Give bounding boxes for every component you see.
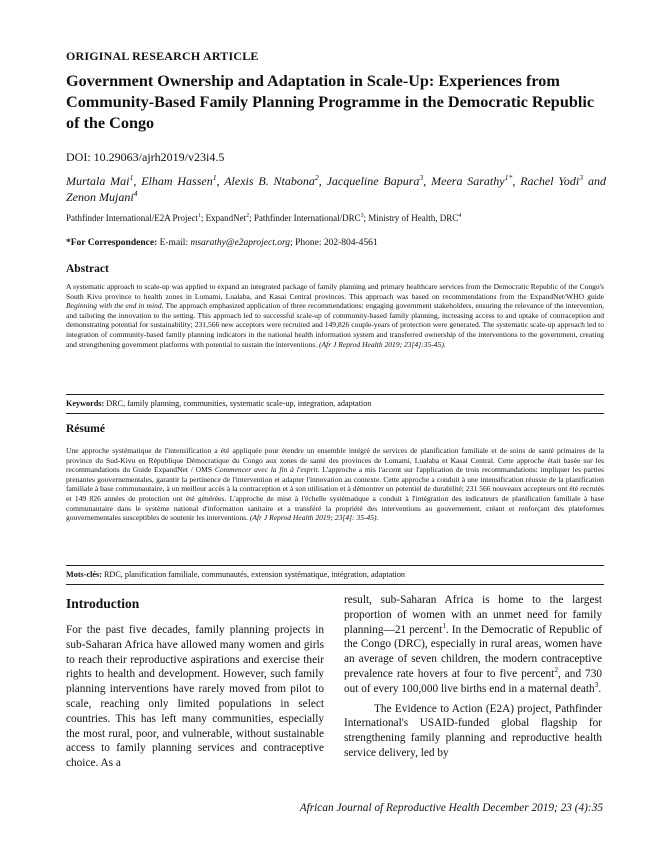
- affiliation-mark: 4: [458, 213, 462, 219]
- abstract-text-2: . The approach emphasized application of three recommendations: engaging government stakeholders, ensuring the relevance of the intervention, and tailoring the innovation to the setting. This approach led to successful scale-up of community-based family planning, increasing access to and uptake of contraception and demonstrating potential for sustainability; 231,566 new acceptors were recruited and 149,826 couple-years of protection were generated. The systematic scale-up approach led to integration of community-based family planning indicators in the national health information system and transferred ownership of the interventions to the government, creating and strengthening government platforms with potential to sustain the interventions.: [66, 301, 604, 349]
- resume-keywords: [66, 570, 405, 579]
- introduction-heading: Introduction: [66, 596, 140, 611]
- author-affiliation-mark: 1: [212, 173, 217, 182]
- mots-cles-list: RDC, planification familiale, communautés, extension systématique, intégration, adaptation: [101, 570, 406, 579]
- affiliation-mark: 1: [197, 213, 201, 219]
- email-label: E-mail:: [159, 238, 189, 248]
- affiliation-separator: ;: [249, 213, 254, 223]
- page-number: 35: [591, 802, 603, 814]
- author-affiliation-mark: 3: [419, 173, 424, 182]
- intro-text: . In the Democratic of Republic of the Congo (DRC), especially in rural areas, women have an average of seven children, the modern contraceptive prevalence rate hovers at four to five percent: [344, 623, 602, 680]
- author-name: Elham Hassen: [141, 174, 213, 188]
- journal-citation: African Journal of Reproductive Health December 2019; 23 (4):: [299, 802, 592, 814]
- citation-ref: 3: [594, 680, 599, 690]
- divider: [66, 565, 604, 566]
- intro-text: , and 730 out of every 100,000 live births end in a maternal death: [344, 667, 603, 695]
- resume-body: [66, 446, 604, 523]
- resume-text-2: . L'approche a mis l'accent sur l'application de trois recommandations: impliquer les parties prenantes gouvernementales, garantir la pertinence de l'intervention et adapter l'innovation au contexte. Cette approche a conduit à une intensification réussie de la planification familiale à base communautaire, à un meilleur accès à la contraception et à son utilisation et à démontrer un potentiel de durabilité; 231 566 nouveaux accepteurs ont été recrutés et 149 826 années de protection ont été générées. L'approche de mise à l'échelle systématique a conduit à l'intégration des indicateurs de planification familiale à base communautaire dans le système national d'information sanitaire et a transféré la propriété des interventions au gouvernement, créant et renforçant des plateformes gouvernementales susceptibles de soutenir les interventions.: [66, 465, 604, 523]
- affiliation-name: Pathfinder International/E2A Project: [66, 213, 198, 223]
- abstract-body: [66, 282, 604, 349]
- phone-number: ; Phone: 202-804-4561: [290, 238, 378, 248]
- correspondence: [66, 238, 378, 248]
- article-title: Government Ownership and Adaptation in Scale-Up: Experiences from Community-Based Family Planning Programme in the Democratic Republic of the Congo: [66, 72, 594, 132]
- affiliation-name: Ministry of Health, DRC: [368, 213, 459, 223]
- resume-guide-title: Commencer avec la fin à l'esprit: [214, 465, 318, 475]
- author-list: [66, 173, 606, 205]
- keywords-label: Keywords:: [66, 399, 105, 408]
- divider: [66, 394, 604, 395]
- author-affiliation-mark: 4: [133, 189, 138, 198]
- abstract-guide-title: Beginning with the end in mind: [66, 301, 162, 311]
- divider: [66, 584, 604, 585]
- article-type-label: ORIGINAL RESEARCH ARTICLE: [66, 49, 259, 63]
- author-separator: and: [583, 174, 606, 188]
- author-name: Rachel Yodi: [520, 174, 580, 188]
- keywords-list: DRC, family planning, communities, systematic scale-up, integration, adaptation: [104, 399, 372, 408]
- author-separator: ,: [512, 174, 521, 188]
- author-name: Meera Sarathy: [431, 174, 505, 188]
- author-separator: ,: [133, 174, 142, 188]
- affiliation-name: Pathfinder International/DRC: [253, 213, 361, 223]
- author-affiliation-mark: 3: [579, 173, 584, 182]
- email-address[interactable]: msarathy@e2aproject.org: [190, 238, 291, 248]
- resume-text-1: Une approche systématique de l'intensification a été appliquée pour étendre un ensemble intégré de services de planification familiale et de soins de santé primaires de la province du Sud-Kivu en République Démocratique du Congo aux zones de santé des provinces de Lomami, Lualaba et Kasai Central. Cette approche était basée sur les recommandations du Guide ExpandNet / OMS: [66, 446, 604, 475]
- resume-citation: (Afr J Reprod Health 2019; 23[4]: 35-45).: [249, 513, 379, 523]
- doi-line: DOI: 10.29063/ajrh2019/v23i4.5: [66, 150, 225, 164]
- author-separator: ,: [318, 174, 327, 188]
- author-affiliation-mark: 2: [314, 173, 319, 182]
- intro-right-column: [344, 593, 602, 761]
- author-affiliation-mark: 1*: [504, 173, 513, 182]
- page-footer: [300, 802, 603, 814]
- intro-text: .: [598, 682, 602, 695]
- abstract-citation: (Afr J Reprod Health 2019; 23[4]:35-45).: [318, 339, 446, 349]
- intro-left-column: For the past five decades, family planning projects in sub-Saharan Africa have allowed many women and girls to reach their reproductive aspirations and exercise their rights to health and development. However, such family planning interventions have rarely moved from pilot to scale, reaching only limited populations in select countries. This has left many communities, especially the most rural, poor, and vulnerable, without sustainable access to family planning services and contraceptive choice. As a: [66, 624, 324, 770]
- author-affiliation-mark: 1: [129, 173, 134, 182]
- resume-heading: Résumé: [66, 423, 105, 435]
- author-separator: ,: [216, 174, 225, 188]
- divider: [66, 413, 604, 414]
- intro-right-paragraph-1: [344, 593, 602, 697]
- affiliation-mark: 3: [360, 213, 364, 219]
- author-name: Murtala Mai: [66, 174, 130, 188]
- abstract-keywords: [66, 399, 371, 408]
- abstract-text-1: A systematic approach to scale-up was applied to expand an integrated package of family planning and primary healthcare services from the Democratic Republic of the Congo's South Kivu province to health zones in Lomami, Lualaba, and Kasai Central provinces. This approach was based on recommendations from the ExpandNet/WHO guide: [66, 282, 604, 301]
- affiliations: [66, 213, 461, 223]
- affiliation-separator: ;: [363, 213, 369, 223]
- affiliation-name: ExpandNet: [205, 213, 247, 223]
- author-name: Zenon Mujani: [66, 190, 134, 204]
- citation-ref: 2: [554, 665, 558, 675]
- intro-right-paragraph-2: The Evidence to Action (E2A) project, Pathfinder International's USAID-funded global flagship for strengthening family planning and reproductive health service delivery, led by: [344, 702, 602, 759]
- mots-cles-label: Mots-clés:: [66, 570, 102, 579]
- author-name: Alexis B. Ntabona: [224, 174, 315, 188]
- citation-ref: 1: [442, 620, 446, 630]
- intro-text: result, sub-Saharan Africa is home to the largest proportion of women with an unmet need for family planning—21 percent: [344, 594, 602, 636]
- affiliation-mark: 2: [246, 213, 250, 219]
- abstract-heading: Abstract: [66, 263, 109, 275]
- correspondence-label: *For Correspondence:: [66, 238, 158, 248]
- author-separator: ,: [423, 174, 432, 188]
- author-name: Jacqueline Bapura: [326, 174, 420, 188]
- affiliation-separator: ;: [200, 213, 206, 223]
